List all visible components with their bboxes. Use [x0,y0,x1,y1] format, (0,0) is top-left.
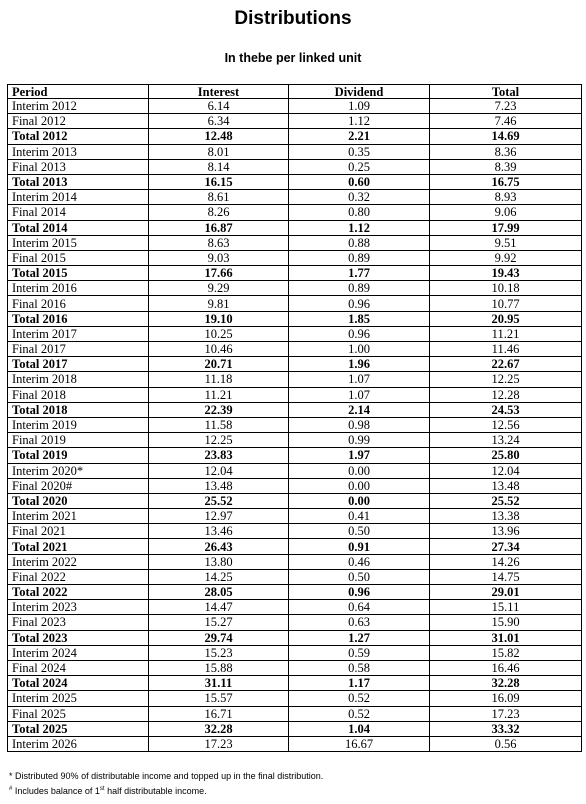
table-row [8,524,582,539]
cell-interest: 10.25 [149,326,289,341]
table-row [8,706,582,721]
cell-dividend: 0.50 [289,569,430,584]
cell-dividend: 1.07 [289,372,430,387]
cell-total: 9.06 [430,205,582,220]
table-row [8,600,582,615]
cell-interest: 6.14 [149,99,289,114]
cell-period: Interim 2023 [8,600,149,615]
cell-dividend: 0.52 [289,706,430,721]
cell-interest: 19.10 [149,311,289,326]
cell-interest: 31.11 [149,676,289,691]
cell-interest: 12.25 [149,433,289,448]
table-row [8,296,582,311]
cell-interest: 8.14 [149,159,289,174]
footnote-hash [9,784,323,799]
cell-period: Interim 2018 [8,372,149,387]
cell-total: 17.23 [430,706,582,721]
cell-dividend: 0.96 [289,326,430,341]
cell-period: Total 2020 [8,493,149,508]
cell-dividend: 1.97 [289,448,430,463]
cell-interest: 9.03 [149,250,289,265]
cell-interest: 29.74 [149,630,289,645]
cell-period: Total 2017 [8,357,149,372]
cell-total: 16.46 [430,660,582,675]
cell-total: 9.92 [430,250,582,265]
table-row-total [8,493,582,508]
cell-dividend: 0.41 [289,509,430,524]
cell-total: 16.75 [430,174,582,189]
table-row [8,569,582,584]
cell-dividend: 1.17 [289,676,430,691]
cell-total: 29.01 [430,585,582,600]
table-row [8,736,582,751]
cell-dividend: 0.96 [289,296,430,311]
cell-dividend: 2.21 [289,129,430,144]
cell-interest: 16.87 [149,220,289,235]
cell-period: Interim 2019 [8,417,149,432]
footnote-asterisk [9,769,323,784]
cell-interest: 8.63 [149,235,289,250]
cell-total: 7.23 [430,99,582,114]
cell-dividend: 0.35 [289,144,430,159]
cell-period: Final 2022 [8,569,149,584]
cell-interest: 14.25 [149,569,289,584]
cell-period: Final 2019 [8,433,149,448]
cell-period: Final 2024 [8,660,149,675]
cell-total: 16.09 [430,691,582,706]
cell-interest: 22.39 [149,402,289,417]
cell-period: Interim 2020* [8,463,149,478]
cell-dividend: 1.09 [289,99,430,114]
column-header-dividend: Dividend [289,85,430,99]
column-header-period: Period [8,85,149,99]
cell-total: 27.34 [430,539,582,554]
cell-period: Final 2018 [8,387,149,402]
table-row-total [8,402,582,417]
cell-interest: 17.23 [149,736,289,751]
table-row-total [8,448,582,463]
table-row [8,615,582,630]
cell-total: 13.24 [430,433,582,448]
table-row [8,645,582,660]
cell-period: Total 2024 [8,676,149,691]
cell-interest: 13.48 [149,478,289,493]
cell-interest: 13.80 [149,554,289,569]
cell-interest: 25.52 [149,493,289,508]
cell-total: 24.53 [430,402,582,417]
cell-interest: 10.46 [149,342,289,357]
cell-period: Total 2016 [8,311,149,326]
cell-dividend: 1.85 [289,311,430,326]
cell-interest: 9.81 [149,296,289,311]
cell-total: 14.26 [430,554,582,569]
cell-dividend: 1.12 [289,220,430,235]
cell-interest: 26.43 [149,539,289,554]
table-row-total [8,220,582,235]
footnote-text: Distributed 90% of distributable income and topped up in the final distribution. [15,771,324,781]
footnote-text: half distributable income. [107,786,207,796]
cell-interest: 6.34 [149,114,289,129]
table-row [8,250,582,265]
cell-total: 12.04 [430,463,582,478]
cell-interest: 9.29 [149,281,289,296]
table-row-total [8,266,582,281]
cell-period: Interim 2026 [8,736,149,751]
table-header-row [8,85,582,99]
cell-dividend: 0.59 [289,645,430,660]
cell-period: Total 2014 [8,220,149,235]
cell-period: Interim 2014 [8,190,149,205]
cell-interest: 16.71 [149,706,289,721]
table-row [8,281,582,296]
cell-period: Total 2018 [8,402,149,417]
table-row [8,478,582,493]
table-row [8,114,582,129]
table-row [8,509,582,524]
cell-interest: 11.21 [149,387,289,402]
cell-interest: 14.47 [149,600,289,615]
table-row [8,144,582,159]
cell-period: Interim 2025 [8,691,149,706]
cell-dividend: 0.60 [289,174,430,189]
table-row [8,554,582,569]
cell-period: Total 2025 [8,721,149,736]
column-header-total: Total [430,85,582,99]
cell-period: Final 2025 [8,706,149,721]
cell-dividend: 0.63 [289,615,430,630]
cell-dividend: 16.67 [289,736,430,751]
cell-interest: 8.26 [149,205,289,220]
cell-dividend: 1.12 [289,114,430,129]
table-row-total [8,676,582,691]
cell-period: Interim 2024 [8,645,149,660]
page-subtitle: In thebe per linked unit [224,51,362,65]
cell-period: Total 2022 [8,585,149,600]
table-row-total [8,630,582,645]
cell-period: Final 2015 [8,250,149,265]
table-row [8,417,582,432]
cell-total: 12.25 [430,372,582,387]
cell-total: 14.75 [430,569,582,584]
distributions-table [7,84,582,752]
table-row [8,99,582,114]
cell-interest: 12.48 [149,129,289,144]
cell-interest: 11.18 [149,372,289,387]
column-header-interest: Interest [149,85,289,99]
cell-interest: 15.23 [149,645,289,660]
table-row [8,190,582,205]
table-row-total [8,129,582,144]
cell-period: Interim 2012 [8,99,149,114]
table-row [8,691,582,706]
cell-total: 31.01 [430,630,582,645]
cell-total: 25.80 [430,448,582,463]
table-row [8,205,582,220]
cell-dividend: 0.00 [289,478,430,493]
table-row [8,387,582,402]
cell-total: 8.93 [430,190,582,205]
cell-dividend: 0.91 [289,539,430,554]
cell-dividend: 0.25 [289,159,430,174]
cell-total: 32.28 [430,676,582,691]
footnote-text: Includes balance of 1 [14,786,100,796]
cell-total: 33.32 [430,721,582,736]
cell-total: 0.56 [430,736,582,751]
table-body [8,99,582,752]
cell-total: 7.46 [430,114,582,129]
cell-total: 17.99 [430,220,582,235]
cell-period: Final 2016 [8,296,149,311]
footnote-marker: * [9,771,13,781]
cell-dividend: 0.96 [289,585,430,600]
cell-interest: 8.61 [149,190,289,205]
cell-interest: 28.05 [149,585,289,600]
cell-dividend: 0.50 [289,524,430,539]
cell-total: 22.67 [430,357,582,372]
table-row-total [8,311,582,326]
cell-total: 25.52 [430,493,582,508]
cell-total: 12.56 [430,417,582,432]
cell-period: Interim 2022 [8,554,149,569]
cell-dividend: 0.88 [289,235,430,250]
table-row [8,463,582,478]
cell-period: Final 2020# [8,478,149,493]
cell-interest: 32.28 [149,721,289,736]
cell-interest: 17.66 [149,266,289,281]
cell-period: Interim 2016 [8,281,149,296]
cell-period: Final 2021 [8,524,149,539]
cell-total: 14.69 [430,129,582,144]
cell-period: Final 2017 [8,342,149,357]
cell-total: 15.82 [430,645,582,660]
cell-total: 15.90 [430,615,582,630]
cell-total: 9.51 [430,235,582,250]
cell-total: 13.48 [430,478,582,493]
table-row [8,433,582,448]
table-row-total [8,357,582,372]
cell-dividend: 1.77 [289,266,430,281]
footnotes [9,769,323,799]
table-row [8,372,582,387]
table-row [8,342,582,357]
cell-total: 12.28 [430,387,582,402]
cell-dividend: 1.96 [289,357,430,372]
cell-total: 10.77 [430,296,582,311]
cell-dividend: 0.46 [289,554,430,569]
cell-dividend: 1.00 [289,342,430,357]
cell-period: Final 2023 [8,615,149,630]
cell-interest: 8.01 [149,144,289,159]
cell-dividend: 0.99 [289,433,430,448]
table-row [8,326,582,341]
cell-total: 11.46 [430,342,582,357]
cell-total: 13.96 [430,524,582,539]
cell-period: Total 2012 [8,129,149,144]
page-title: Distributions [234,8,352,29]
cell-total: 11.21 [430,326,582,341]
cell-period: Interim 2015 [8,235,149,250]
cell-dividend: 2.14 [289,402,430,417]
cell-dividend: 0.58 [289,660,430,675]
footnote-marker: # [9,786,13,792]
cell-interest: 15.88 [149,660,289,675]
table-row-total [8,585,582,600]
table-row-total [8,174,582,189]
cell-total: 8.39 [430,159,582,174]
table-row [8,660,582,675]
cell-dividend: 0.64 [289,600,430,615]
cell-period: Interim 2021 [8,509,149,524]
cell-total: 8.36 [430,144,582,159]
ordinal-suffix: st [99,786,105,792]
cell-dividend: 0.00 [289,493,430,508]
cell-dividend: 0.89 [289,250,430,265]
cell-period: Total 2021 [8,539,149,554]
cell-interest: 20.71 [149,357,289,372]
cell-dividend: 0.32 [289,190,430,205]
cell-interest: 15.57 [149,691,289,706]
cell-dividend: 1.04 [289,721,430,736]
cell-interest: 15.27 [149,615,289,630]
cell-period: Total 2015 [8,266,149,281]
cell-dividend: 0.89 [289,281,430,296]
cell-dividend: 1.27 [289,630,430,645]
table-row [8,159,582,174]
cell-total: 13.38 [430,509,582,524]
cell-period: Interim 2013 [8,144,149,159]
cell-dividend: 0.80 [289,205,430,220]
table-row [8,235,582,250]
cell-total: 15.11 [430,600,582,615]
cell-total: 19.43 [430,266,582,281]
cell-period: Total 2023 [8,630,149,645]
cell-interest: 12.97 [149,509,289,524]
cell-interest: 12.04 [149,463,289,478]
table-row-total [8,539,582,554]
cell-period: Final 2014 [8,205,149,220]
cell-period: Final 2013 [8,159,149,174]
table-row-total [8,721,582,736]
cell-total: 10.18 [430,281,582,296]
cell-period: Total 2013 [8,174,149,189]
cell-interest: 11.58 [149,417,289,432]
cell-interest: 23.83 [149,448,289,463]
cell-dividend: 0.98 [289,417,430,432]
cell-dividend: 1.07 [289,387,430,402]
cell-dividend: 0.52 [289,691,430,706]
cell-total: 20.95 [430,311,582,326]
cell-period: Final 2012 [8,114,149,129]
cell-period: Interim 2017 [8,326,149,341]
cell-interest: 13.46 [149,524,289,539]
cell-interest: 16.15 [149,174,289,189]
cell-dividend: 0.00 [289,463,430,478]
cell-period: Total 2019 [8,448,149,463]
